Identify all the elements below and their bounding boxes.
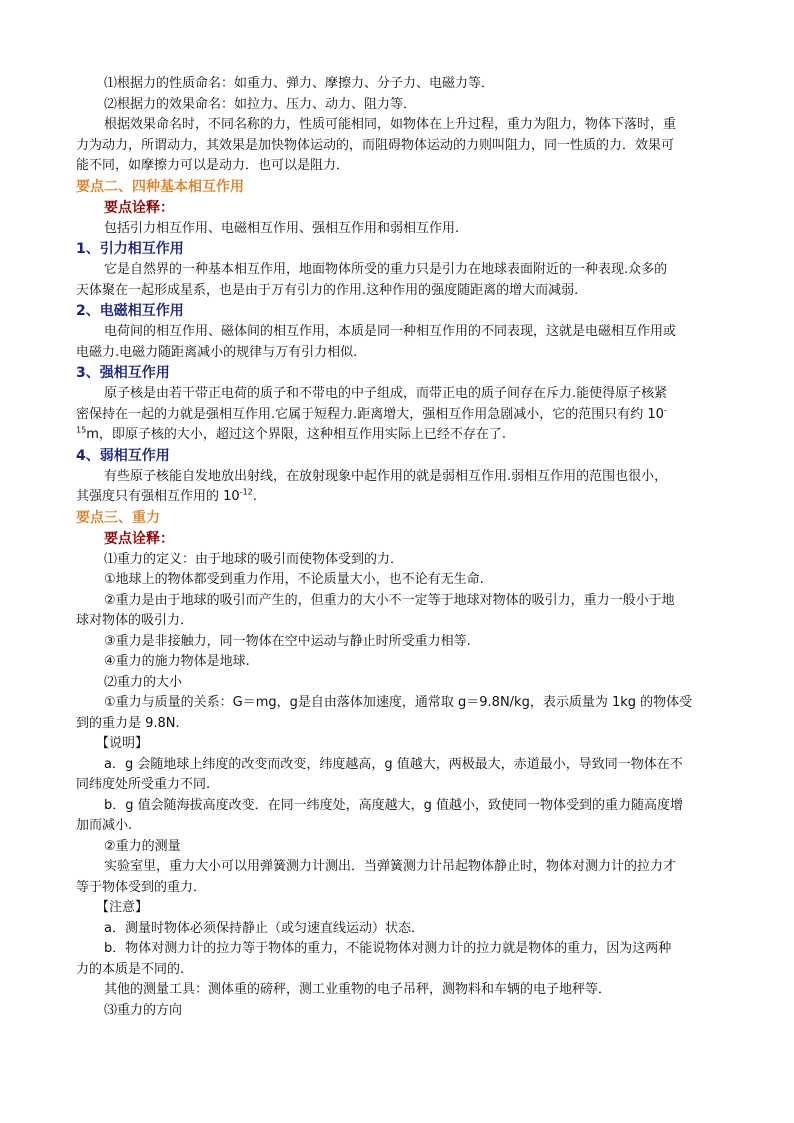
text-line: ②重力的测量	[104, 838, 181, 854]
text-line: 密保持在一起的力就是强相互作用.它属于短程力.距离增大，强相互作用急剧减小，它的范围只有约 10-	[76, 405, 667, 422]
text-line: 有些原子核能自发地放出射线，在放射现象中起作用的就是弱相互作用.弱相互作用的范围也很小，	[104, 468, 668, 484]
text-line: 实验室里，重力大小可以用弹簧测力计测出．当弹簧测力计吊起物体静止时，物体对测力计的拉力才	[104, 859, 677, 874]
text-line: 球对物体的吸引力．	[76, 613, 194, 628]
text-line: 电荷间的相互作用、磁体间的相互作用，本质是同一种相互作用的不同表现，这就是电磁相互作用或	[104, 324, 677, 339]
superscript: 15	[76, 425, 87, 435]
text-line: 原子核是由若干带正电荷的质子和不带电的中子组成，而带正电的质子间存在斥力.能使得原子核紧	[104, 386, 668, 401]
text-line: 天体聚在一起形成星系，也是由于万有引力的作用.这种作用的强度随距离的增大而减弱.	[76, 282, 579, 298]
text-line: 电磁力.电磁力随距离减小的规律与万有引力相似.	[76, 344, 358, 360]
text-line: 力为动力，所谓动力，其效果是加快物体运动的，而阻碍物体运动的力则叫阻力，同一性质的力．效果可	[76, 137, 675, 153]
text-line: ①地球上的物体都受到重力作用，不论质量大小，也不论有无生命.	[104, 572, 484, 587]
text-line: ⑴根据力的性质命名：如重力、弹力、摩擦力、分子力、电磁力等．	[104, 76, 495, 91]
subsection-heading: 2、电磁相互作用	[76, 303, 184, 319]
text-line: 加而减小.	[76, 818, 133, 833]
text-line: b．物体对测力计的拉力等于物体的重力，不能说物体对测力计的拉力就是物体的重力，因为这两种	[104, 941, 672, 956]
text-line: ④重力的施力物体是地球.	[104, 654, 250, 669]
text-line: a．g 会随地球上纬度的改变而改变，纬度越高，g 值越大，两极最大，赤道最小，导致同一物体在不	[104, 756, 683, 772]
text-line: ②重力是由于地球的吸引而产生的，但重力的大小不一定等于地球对物体的吸引力，重力一般小于地	[104, 592, 675, 608]
bracket-label-attention: 【注意】	[96, 900, 149, 915]
text-line: a．测量时物体必须保持静止（或匀速直线运动）状态．	[104, 920, 424, 936]
text-line: 力的本质是不同的.	[76, 961, 185, 977]
text-line: 等于物体受到的重力．	[76, 879, 207, 895]
text-line: ⑵重力的大小	[104, 674, 183, 690]
text-line: ⑵根据力的效果命名：如拉力、压力、动力、阻力等．	[104, 96, 417, 112]
text-line: 同纬度处所受重力不同.	[76, 777, 211, 792]
text-line: $^{15}$m，即原子核的大小，超过这个界限，这种相互作用实际上已经不存在了.	[76, 425, 506, 442]
text-line: 其他的测量工具：测体重的磅秤，测工业重物的电子吊秤，测物料和车辆的电子地秤等．	[104, 982, 612, 997]
text-line: 根据效果命名时，不同名称的力，性质可能相同，如物体在上升过程，重力为阻力，物体下落时，重	[104, 117, 677, 132]
text-line: 它是自然界的一种基本相互作用，地面物体所受的重力只是引力在地球表面附近的一种表现.众多的	[104, 262, 668, 277]
text-line: 包括引力相互作用、电磁相互作用、强相互作用和弱相互作用.	[104, 220, 460, 236]
text-line: b．g 值会随海拔高度改变．在同一纬度处，高度越大，g 值越小，致使同一物体受到的重力随高度增	[104, 797, 684, 813]
text-line: ⑶重力的方向	[104, 1002, 183, 1018]
key-note-label: 要点诠释：	[104, 530, 174, 547]
subsection-heading: 4、弱相互作用	[76, 447, 170, 464]
text-line: 到的重力是 9.8N.	[76, 715, 180, 731]
section-heading: 要点二、四种基本相互作用	[76, 178, 244, 195]
text-line: ③重力是非接触力，同一物体在空中运动与静止时所受重力相等.	[104, 633, 471, 649]
superscript: -12	[239, 487, 253, 497]
text-line: ⑴重力的定义：由于地球的吸引而使物体受到的力．	[104, 551, 404, 567]
subsection-heading: 3、强相互作用	[76, 365, 170, 381]
subsection-heading: 1、引力相互作用	[76, 241, 184, 257]
text-line: 能不同，如摩擦力可以是动力．也可以是阻力．	[76, 158, 350, 173]
superscript: -	[663, 405, 667, 415]
document-page	[76, 74, 722, 1021]
bracket-label-explanation: 【说明】	[96, 736, 149, 751]
text-line: 其强度只有强相互作用的 $10^{-12}$.	[76, 487, 257, 504]
text-line: ①重力与质量的关系：G＝mg，g是自由落体加速度，通常取 g＝9.8N/kg，表示质量为 1kg 的物体受	[104, 695, 693, 710]
section-heading: 要点三、重力	[76, 509, 160, 526]
key-note-label: 要点诠释：	[104, 199, 174, 216]
